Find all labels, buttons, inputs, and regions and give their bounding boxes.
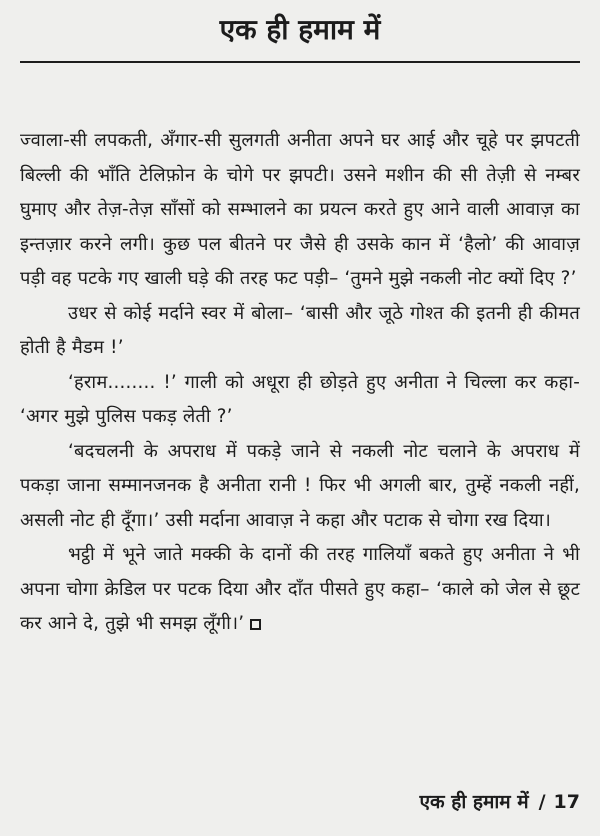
paragraph-2: उधर से कोई मर्दाने स्वर में बोला– ‘बासी और जूठे गोश्त की इतनी ही कीमत होती है मैडम !’	[20, 302, 580, 358]
paragraph-5-wrapper	[20, 538, 580, 642]
paragraph-5: भट्ठी में भूने जाते मक्की के दानों की तरह गालियाँ बकते हुए अनीता ने भी अपना चोगा क्रेडिल पर पटक दिया और दाँत पीसते हुए कहा– ‘काले को जेल से छूट कर आने दे, तुझे भी समझ लूँगी।’	[20, 544, 580, 634]
title-underline	[20, 61, 580, 63]
paragraph-4: ‘बदचलनी के अपराध में पकड़े जाने से नकली नोट चलाने के अपराध में पकड़ा जाना सम्मानजनक है अनीता रानी ! फिर भी अगली बार, तुम्हें नकली नहीं, असली नोट ही दूँगा।’ उसी मर्दाना आवाज़ ने कहा और पटाक से चोगा रख दिया।	[20, 440, 580, 531]
end-of-story-square-icon	[250, 619, 261, 630]
story-title: एक ही हमाम में	[219, 13, 381, 46]
paragraph-1: ज्वाला-सी लपकती, अँगार-सी सुलगती अनीता अपने घर आई और चूहे पर झपटती बिल्ली की भाँति टेलिफ़ोन के चोगे पर झपटी। उसने मशीन की सी तेज़ी से नम्बर घुमाए और तेज़-तेज़ साँसों को सम्भालने का प्रयत्न करते हुए आने वाली आवाज़ का इन्तज़ार करने लगी। कुछ पल बीतने पर जैसे ही उसके कान में ‘हैलो’ की आवाज़ पड़ी वह पटके गए खाली घड़े की तरह फट पड़ी– ‘तुमने मुझे नकली नोट क्यों दिए ?’	[20, 130, 580, 289]
paragraph-3: ‘हराम........ !’ गाली को अधूरा ही छोड़ते हुए अनीता ने चिल्ला कर कहा- ‘अगर मुझे पुलिस पकड़ लेती ?’	[20, 371, 580, 427]
running-title: एक ही हमाम में	[419, 791, 529, 813]
footer-separator: /	[538, 791, 546, 813]
page-footer	[420, 787, 580, 817]
page-number: 17	[553, 791, 580, 813]
story-body	[20, 124, 580, 642]
